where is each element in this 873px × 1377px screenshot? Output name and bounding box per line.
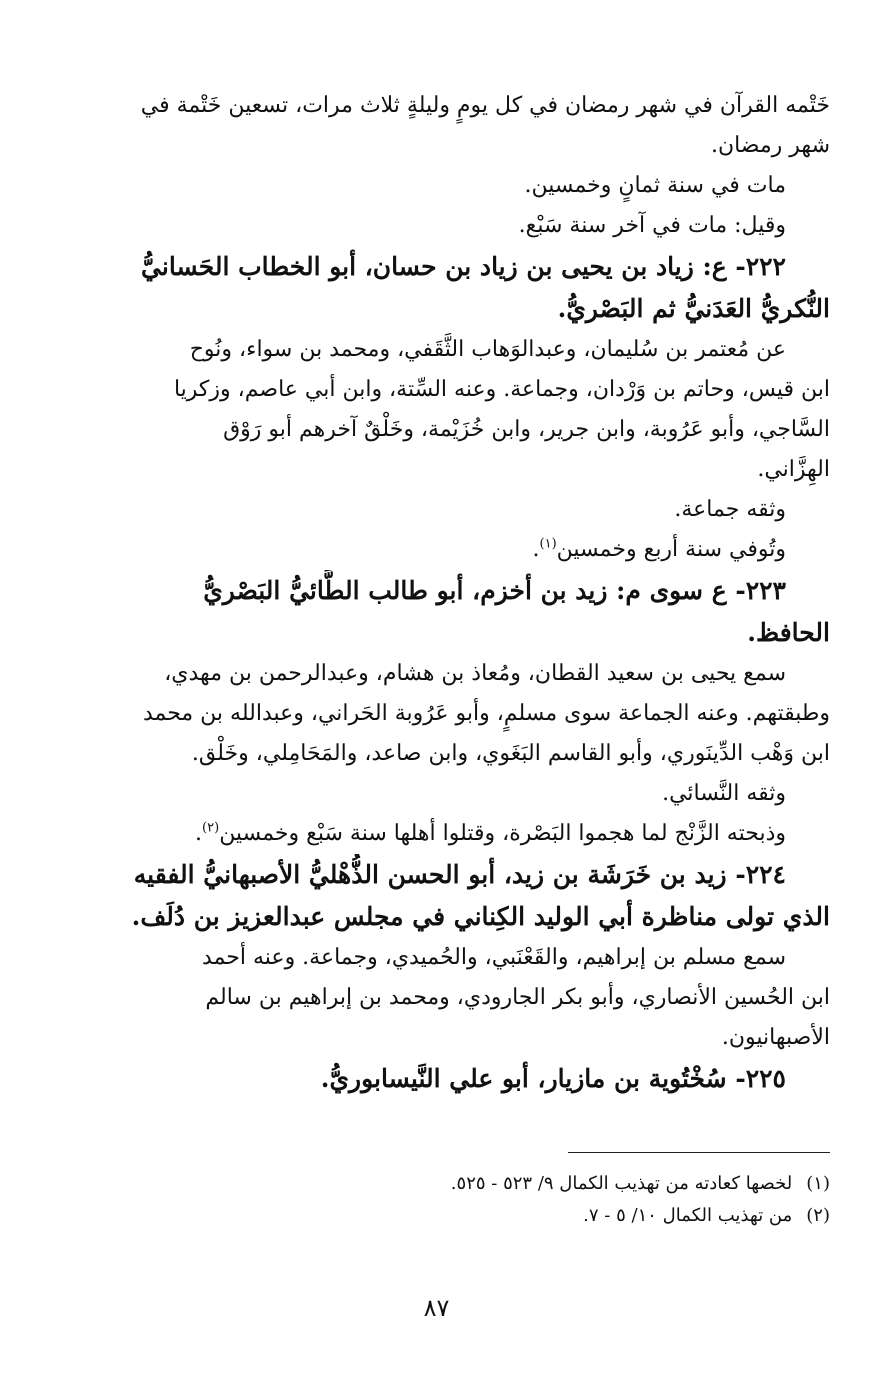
footnote xyxy=(78,1200,830,1232)
text-line: عن مُعتمر بن سُليمان، وعبدالوَهاب الثَّقَفي، ومحمد بن سواء، ونُوح xyxy=(189,337,786,362)
text-line: ابن قيس، وحاتم بن وَرْدان، وجماعة. وعنه السِّتة، وابن أبي عاصم، وزكريا xyxy=(173,377,830,402)
footnote-number: (١) xyxy=(806,1173,830,1194)
footnote-text: لخصها كعادته من تهذيب الكمال ٩/ ٥٢٣ - ٥٢٥. xyxy=(450,1173,793,1194)
page-number: ٨٧ xyxy=(423,1294,450,1322)
footnote xyxy=(78,1168,830,1200)
entry-224-heading-cont: الذي تولى مناظرة أبي الوليد الكِناني في مجلس عبدالعزيز بن دُلَف. xyxy=(131,902,830,931)
entry-223-heading: ٢٢٣- ع سوى م: زيد بن أخزم، أبو طالب الطَّائيُّ البَصْريُّ xyxy=(203,576,786,605)
entry-225-heading: ٢٢٥- سُخْتُوية بن مازيار، أبو علي النَّيسابوريُّ. xyxy=(320,1064,786,1093)
footnote-divider xyxy=(568,1152,830,1153)
text-line: ابن الحُسين الأنصاري، وأبو بكر الجارودي، ومحمد بن إبراهيم بن سالم xyxy=(205,985,830,1010)
text-line: سمع يحيى بن سعيد القطان، ومُعاذ بن هشام، وعبدالرحمن بن مهدي، xyxy=(164,661,786,686)
text-line: وقيل: مات في آخر سنة سَبْع. xyxy=(518,213,786,238)
text-line: سمع مسلم بن إبراهيم، والقَعْنَبي، والحُميدي، وجماعة. وعنه أحمد xyxy=(202,945,786,970)
text-line: ابن وَهْب الدِّينَوري، وأبو القاسم البَغَوي، وابن صاعد، والمَحَامِلي، وخَلْق. xyxy=(191,741,830,766)
text-line: خَتْمه القرآن في شهر رمضان في كل يومٍ وليلةٍ ثلاث مرات، تسعين خَتْمة في xyxy=(140,93,830,118)
footnote-ref: (٢) xyxy=(202,820,220,836)
death-line xyxy=(78,814,830,854)
entry-223-heading-cont: الحافظ. xyxy=(747,618,830,647)
footnote-text: من تهذيب الكمال ١٠/ ٥ - ٧. xyxy=(583,1205,793,1226)
text-line: الأصبهانيون. xyxy=(721,1025,830,1050)
entry-222-heading-cont: النُّكريُّ العَدَنيُّ ثم البَصْريُّ. xyxy=(557,294,830,323)
text-line: وثقه النَّسائي. xyxy=(662,781,786,806)
text-line: شهر رمضان. xyxy=(710,133,830,158)
footnote-number: (٢) xyxy=(806,1205,830,1226)
text-line: مات في سنة ثمانٍ وخمسين. xyxy=(524,173,786,198)
footnotes xyxy=(78,1168,830,1232)
text-line: الهِزَّاني. xyxy=(757,457,830,482)
death-text: وذبحته الزَّنْج لما هجموا البَصْرة، وقتلوا أهلها سنة سَبْع وخمسين xyxy=(219,821,786,846)
text-line: السَّاجي، وأبو عَرُوبة، وابن جرير، وابن خُزَيْمة، وخَلْقٌ آخرهم أبو رَوْق xyxy=(223,417,830,442)
text-line: وطبقتهم. وعنه الجماعة سوى مسلمٍ، وأبو عَرُوبة الحَراني، وعبدالله بن محمد xyxy=(142,701,830,726)
text-line: وثقه جماعة. xyxy=(674,497,786,522)
death-end: . xyxy=(195,821,203,846)
death-end: . xyxy=(532,537,540,562)
entry-224-heading: ٢٢٤- زيد بن خَرَشَة بن زيد، أبو الحسن الذُّهْليُّ الأصبهانيُّ الفقيه xyxy=(133,860,786,889)
death-line xyxy=(78,530,830,570)
main-text xyxy=(78,86,830,1100)
entry-222-heading: ٢٢٢- ع: زياد بن يحيى بن زياد بن حسان، أبو الخطاب الحَسانيُّ xyxy=(141,252,786,281)
footnote-ref: (١) xyxy=(539,536,557,552)
death-text: وتُوفي سنة أربع وخمسين xyxy=(556,537,786,562)
